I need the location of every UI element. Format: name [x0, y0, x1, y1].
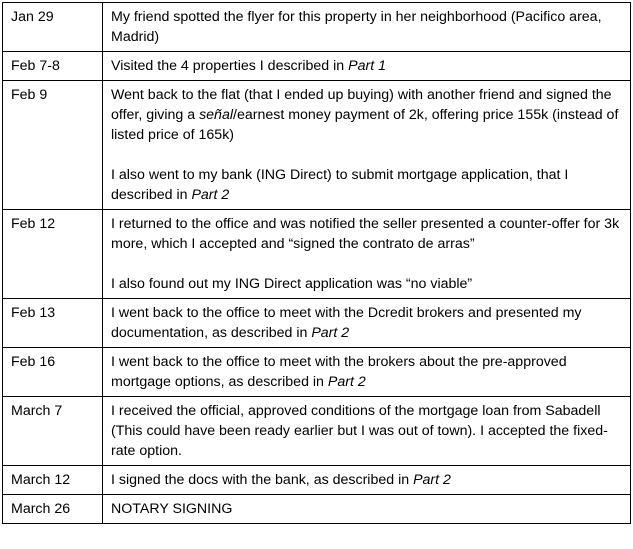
- event-text: I also found out my ING Direct application was “no viable”: [111, 276, 473, 292]
- row-event: [103, 3, 631, 52]
- timeline-row: [3, 81, 631, 210]
- event-paragraph: [111, 165, 622, 205]
- event-paragraph: [111, 499, 622, 519]
- event-text: I received the official, approved conditions of the mortgage loan from Sabadell (This could have been ready earlier but I was out of town). I accepted the fixed-rate option.: [111, 403, 608, 459]
- emphasized-text: Part 1: [348, 58, 386, 74]
- row-date: Feb 16: [3, 348, 103, 397]
- timeline-row: [3, 348, 631, 397]
- row-event: [103, 81, 631, 210]
- row-date: Jan 29: [3, 3, 103, 52]
- row-date: March 12: [3, 466, 103, 495]
- row-date: Feb 9: [3, 81, 103, 210]
- event-paragraph: [111, 303, 622, 343]
- event-paragraph: [111, 56, 622, 76]
- event-text: I returned to the office and was notified the seller presented a counter-offer for 3k more, which I accepted and “signed the contrato de arras”: [111, 216, 620, 252]
- event-paragraph: [111, 470, 622, 490]
- row-event: [103, 466, 631, 495]
- event-text: I also went to my bank (ING Direct) to submit mortgage application, that I described in: [111, 167, 569, 203]
- emphasized-text: señal: [199, 107, 233, 123]
- emphasized-text: Part 2: [191, 187, 230, 203]
- timeline-row: [3, 3, 631, 52]
- row-event: [103, 348, 631, 397]
- event-paragraph: [111, 401, 622, 461]
- event-text: Went back to the flat (that I ended up buying) with another friend and signed the offer, giving a: [111, 87, 612, 123]
- timeline-row: [3, 495, 631, 524]
- emphasized-text: Part 2: [311, 325, 350, 341]
- event-paragraph: [111, 274, 622, 294]
- timeline-body: [3, 3, 631, 524]
- row-event: [103, 52, 631, 81]
- row-event: [103, 299, 631, 348]
- event-text: My friend spotted the flyer for this property in her neighborhood (Pacifico area, Madrid): [111, 9, 602, 45]
- timeline-row: [3, 397, 631, 466]
- timeline-row: [3, 299, 631, 348]
- row-date: Feb 7-8: [3, 52, 103, 81]
- row-event: [103, 210, 631, 299]
- timeline-row: [3, 466, 631, 495]
- event-paragraph: [111, 214, 622, 254]
- event-text: I went back to the office to meet with the Dcredit brokers and presented my documentation, as described in: [111, 305, 582, 341]
- row-date: Feb 13: [3, 299, 103, 348]
- event-paragraph: [111, 7, 622, 47]
- event-text: I signed the docs with the bank, as described in: [111, 472, 414, 488]
- row-date: March 7: [3, 397, 103, 466]
- event-text: /earnest money payment of 2k, offering price 155k (instead of listed price of 165k): [111, 107, 619, 143]
- timeline-row: [3, 210, 631, 299]
- row-date: March 26: [3, 495, 103, 524]
- event-text: NOTARY SIGNING: [111, 501, 233, 517]
- emphasized-text: Part 2: [327, 374, 366, 390]
- event-text: Visited the 4 properties I described in: [111, 58, 349, 74]
- event-text: I went back to the office to meet with the brokers about the pre-approved mortgage options, as described in: [111, 354, 567, 390]
- row-event: [103, 495, 631, 524]
- timeline-table: [2, 2, 631, 524]
- row-event: [103, 397, 631, 466]
- row-date: Feb 12: [3, 210, 103, 299]
- event-paragraph: [111, 352, 622, 392]
- event-paragraph: [111, 85, 622, 145]
- timeline-row: [3, 52, 631, 81]
- emphasized-text: Part 2: [413, 472, 451, 488]
